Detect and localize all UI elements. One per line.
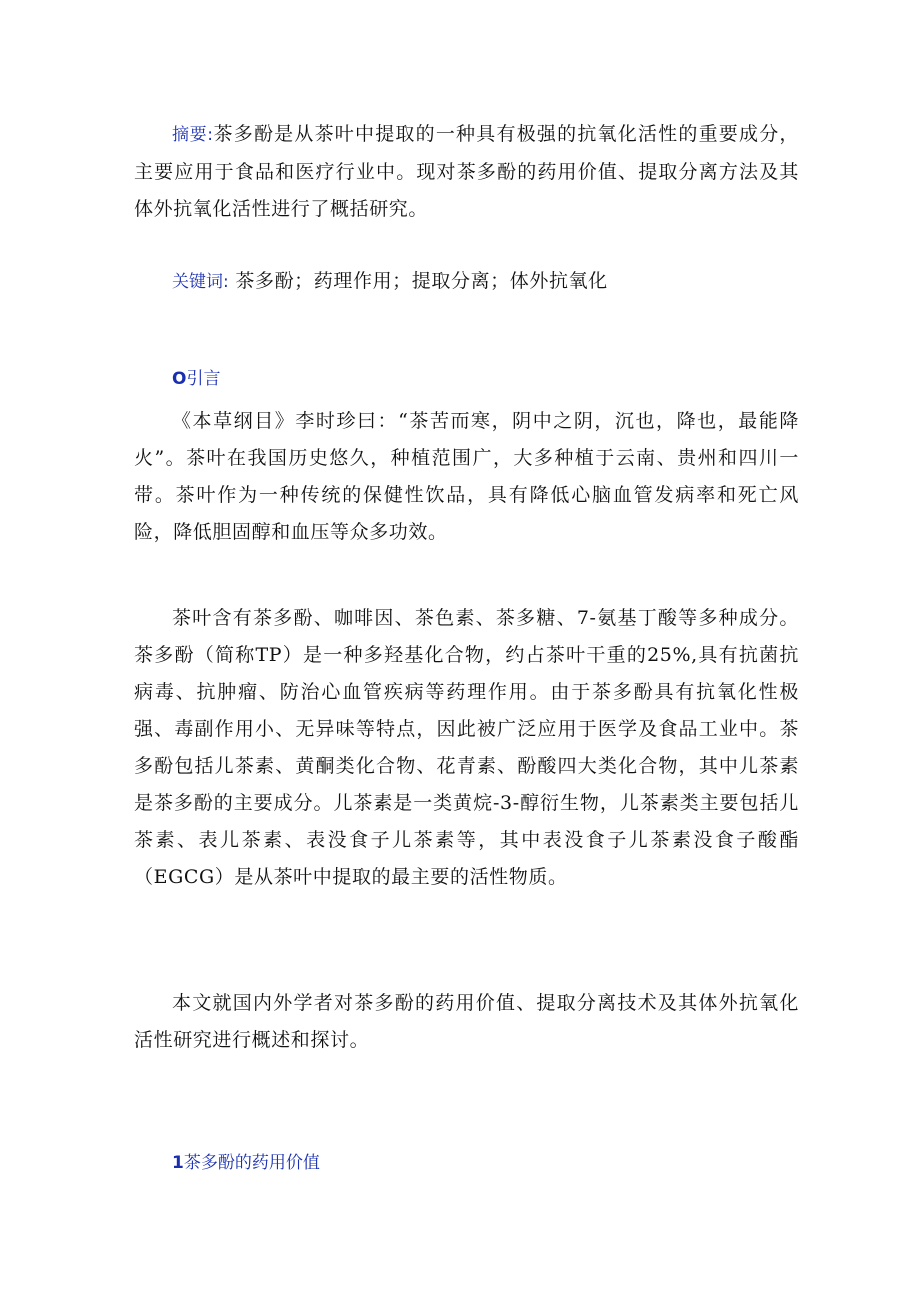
abstract-paragraph [134, 116, 799, 228]
body-paragraph-3: 本文就国内外学者对茶多酚的药用价值、提取分离技术及其体外抗氧化活性研究进行概述和探讨。 [134, 992, 799, 1051]
keywords-label: 关键词: [172, 272, 229, 292]
keywords-line [134, 263, 799, 301]
section-number: O [172, 369, 187, 389]
body-paragraph-2: 茶叶含有茶多酚、咖啡因、茶色素、茶多糖、7-氨基丁酸等多种成分。茶多酚（简称TP）是一种多羟基化合物，约占茶叶干重的25%,具有抗菌抗病毒、抗肿瘤、防治心血管疾病等药理作用。由于茶多酚具有抗氧化性极强、毒副作用小、无异味等特点，因此被广泛应用于医学及食品工业中。茶多酚包括儿茶素、黄酮类化合物、花青素、酚酸四大类化合物，其中儿茶素是茶多酚的主要成分。儿茶素是一类黄烷-3-醇衍生物，儿茶素类主要包括儿茶素、表儿茶素、表没食子儿茶素等，其中表没食子儿茶素没食子酸酯（EGCG）是从茶叶中提取的最主要的活性物质。 [134, 607, 799, 888]
body-paragraph-1: 《本草纲目》李时珍曰：“茶苦而寒，阴中之阴，沉也，降也，最能降火”。茶叶在我国历史悠久，种植范围广，大多种植于云南、贵州和四川一带。茶叶作为一种传统的保健性饮品，具有降低心脑血管发病率和死亡风险，降低胆固醇和血压等众多功效。 [134, 410, 799, 543]
section-heading-introduction [172, 364, 220, 389]
abstract-label: 摘要: [172, 125, 213, 145]
section-heading-medicinal-value [172, 1148, 320, 1173]
section-number: 1 [172, 1153, 184, 1173]
section-title: 茶多酚的药用价值 [183, 1153, 320, 1173]
section-title: 引言 [186, 369, 221, 389]
abstract-text: 茶多酚是从茶叶中提取的一种具有极强的抗氧化活性的重要成分，主要应用于食品和医疗行业中。现对茶多酚的药用价值、提取分离方法及其体外抗氧化活性进行了概括研究。 [134, 123, 799, 220]
keywords-text: 茶多酚；药理作用；提取分离；体外抗氧化 [228, 270, 608, 292]
